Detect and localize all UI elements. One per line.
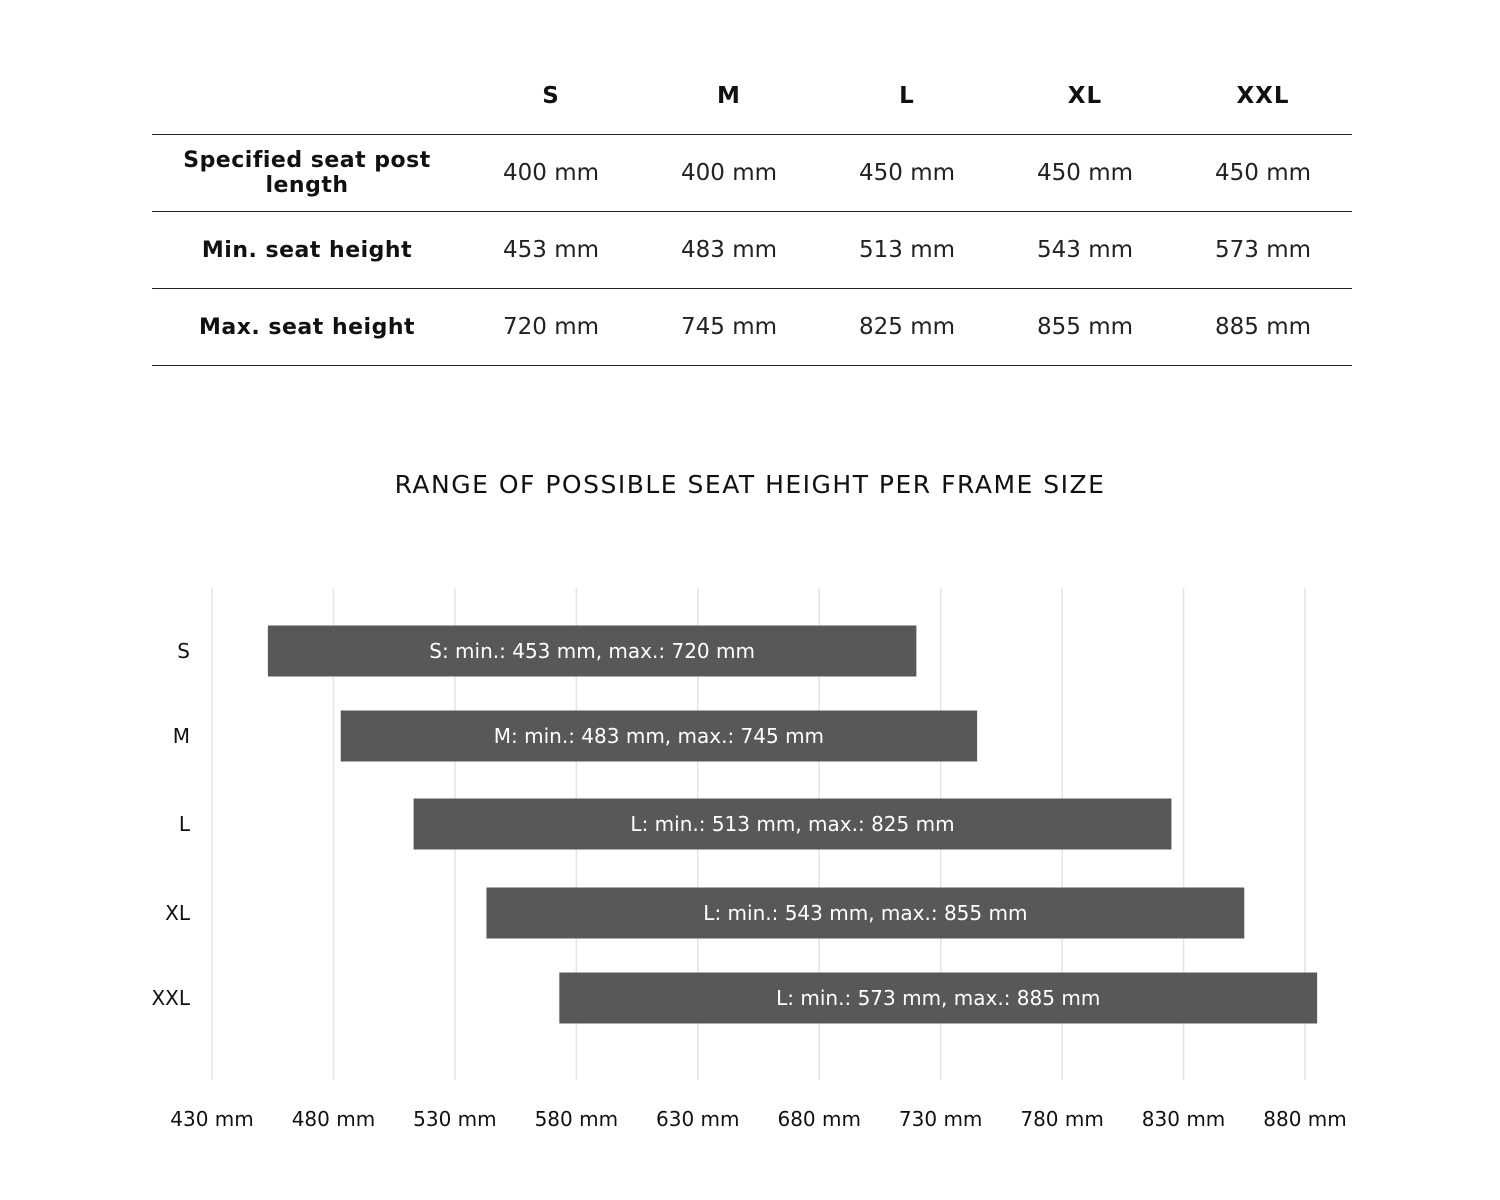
bar-label: L: min.: 513 mm, max.: 825 mm [630, 812, 955, 836]
x-tick-label: 630 mm [656, 1107, 740, 1131]
table-cell: 513 mm [818, 212, 996, 289]
x-tick-label: 830 mm [1141, 1107, 1226, 1131]
table-cell: 825 mm [818, 289, 996, 366]
table-cell: 450 mm [996, 135, 1174, 212]
x-tick-label: 880 mm [1263, 1107, 1347, 1131]
row-label: Min. seat height [152, 212, 462, 289]
table-cell: 483 mm [640, 212, 818, 289]
x-tick-label: 480 mm [291, 1107, 376, 1131]
header-size-m: M [640, 58, 818, 135]
y-category-label: M [172, 724, 190, 748]
header-size-s: S [462, 58, 640, 135]
table-cell: 400 mm [462, 135, 640, 212]
table-cell: 453 mm [462, 212, 640, 289]
table-cell: 745 mm [640, 289, 818, 366]
header-size-xl: XL [996, 58, 1174, 135]
table-cell: 573 mm [1174, 212, 1352, 289]
x-tick-label: 730 mm [898, 1107, 983, 1131]
bar-label: M: min.: 483 mm, max.: 745 mm [493, 724, 825, 748]
bar-label: L: min.: 573 mm, max.: 885 mm [776, 986, 1101, 1010]
x-tick-label: 430 mm [170, 1107, 254, 1131]
table-cell: 400 mm [640, 135, 818, 212]
table-cell: 450 mm [818, 135, 996, 212]
table-cell: 450 mm [1174, 135, 1352, 212]
chart-title: RANGE OF POSSIBLE SEAT HEIGHT PER FRAME SIZE [394, 470, 1106, 499]
y-category-label: L [178, 812, 190, 836]
x-tick-label: 580 mm [534, 1107, 619, 1131]
x-tick-label: 530 mm [413, 1107, 497, 1131]
x-tick-label: 780 mm [1020, 1107, 1104, 1131]
y-category-label: XXL [151, 986, 190, 1010]
row-label: Max. seat height [152, 289, 462, 366]
table-cell: 543 mm [996, 212, 1174, 289]
header-size-l: L [818, 58, 996, 135]
y-category-label: XL [165, 901, 190, 925]
header-size-xxl: XXL [1174, 58, 1352, 135]
table-cell: 720 mm [462, 289, 640, 366]
y-category-label: S [177, 639, 190, 663]
row-label: Specified seat post length [152, 135, 462, 212]
x-tick-label: 680 mm [777, 1107, 861, 1131]
table-cell: 855 mm [996, 289, 1174, 366]
bar-label: S: min.: 453 mm, max.: 720 mm [429, 639, 755, 663]
table-cell: 885 mm [1174, 289, 1352, 366]
bar-label: L: min.: 543 mm, max.: 855 mm [703, 901, 1028, 925]
